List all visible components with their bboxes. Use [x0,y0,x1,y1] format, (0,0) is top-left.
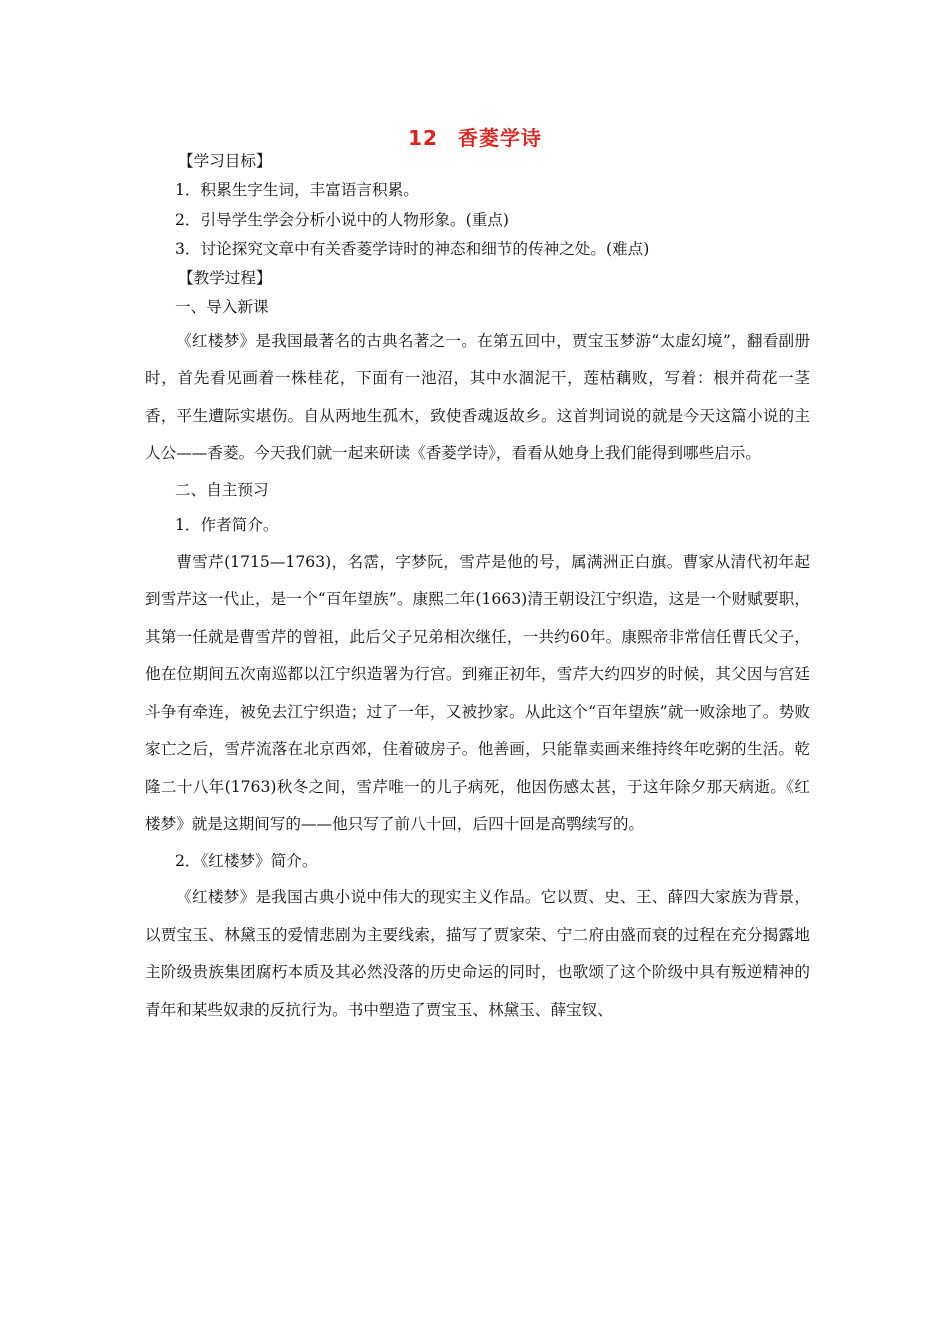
objective-item: 1．积累生字生词，丰富语言积累。 [175,181,419,200]
objectives-heading: 【学习目标】 [178,152,272,170]
section-heading: 一、导入新课 [175,298,269,317]
objective-item: 2．引导学生学会分析小说中的人物形象。(重点) [175,210,509,229]
author-paragraph: 曹雪芹(1715—1763)，名霑，字梦阮，雪芹是他的号，属满洲正白旗。曹家从清代初年起到雪芹这一代止，是一个“百年望族”。康熙二年(1663)清王朝设江宁织造，这是一个财赋要职，其第一任就是曹雪芹的曾祖，此后父子兄弟相次继任，一共约60年。康熙帝非常信任曹氏父子，他在位期间五次南巡都以江宁织造署为行宫。到雍正初年，雪芹大约四岁的时候，其父因与宫廷斗争有牵连，被免去江宁织造；过了一年，又被抄家。从此这个“百年望族”就一败涂地了。势败家亡之后，雪芹流落在北京西郊，住着破房子。他善画，只能靠卖画来维持终年吃粥的生活。乾隆二十八年(1763)秋冬之间，雪芹唯一的儿子病死，他因伤感太甚，于这年除夕那天病逝。《红楼梦》就是这期间写的——他只写了前八十回，后四十回是高鹗续写的。 [145,552,810,834]
section-paragraph: 《红楼梦》是我国最著名的古典名著之一。在第五回中，贾宝玉梦游“太虚幻境”，翻看副册时，首先看见画着一株桂花，下面有一池沼，其中水涸泥干，莲枯藕败，写着：根并荷花一茎香，平生遭际实堪伤。自从两地生孤木，致使香魂返故乡。这首判词说的就是今天这篇小说的主人公——香菱。今天我们就一起来研读《香菱学诗》，看看从她身上我们能得到哪些启示。 [145,331,810,463]
lesson-number: 12 [408,126,438,150]
subsection-heading: 2．《红楼梦》简介。 [175,851,318,870]
subsection-heading: 1．作者简介。 [175,516,279,535]
process-heading: 【教学过程】 [178,269,272,288]
lesson-title: 香菱学诗 [457,126,542,150]
novel-paragraph: 《红楼梦》是我国古典小说中伟大的现实主义作品。它以贾、史、王、薛四大家族为背景，以贾宝玉、林黛玉的爱情悲剧为主要线索，描写了贾家荣、宁二府由盛而衰的过程在充分揭露地主阶级贵族集团腐朽本质及其必然没落的历史命运的同时，也歌颂了这个阶级中具有叛逆精神的青年和某些奴隶的反抗行为。书中塑造了贾宝玉、林黛玉、薛宝钗、 [145,888,810,1019]
document-body [145,147,810,1029]
section-heading: 二、自主预习 [175,480,269,499]
objective-item: 3．讨论探究文章中有关香菱学诗时的神态和细节的传神之处。(难点) [175,239,650,258]
